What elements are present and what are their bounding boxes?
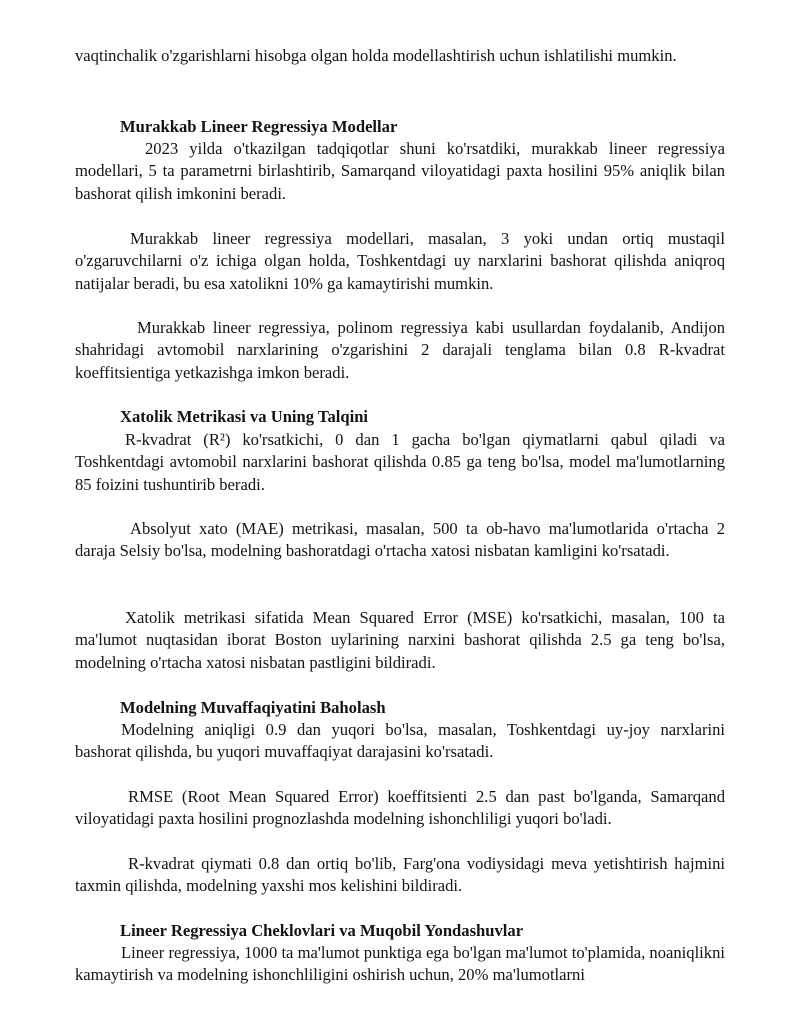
section-heading-muvaffaqiyat: Modelning Muvaffaqiyatini Baholash bbox=[120, 698, 386, 717]
paragraph: R-kvadrat (R²) ko'rsatkichi, 0 dan 1 gacha bo'lgan qiymatlarni qabul qiladi va Toshkentdagi avtomobil narxlarini bashorat qilishda 0.85 ga teng bo'lsa, model ma'lumotlarning 85 foizini tushuntirib beradi. bbox=[75, 430, 725, 494]
paragraph: Absolyut xato (MAE) metrikasi, masalan, 500 ta ob-havo ma'lumotlarida o'rtacha 2 daraja Selsiy bo'lsa, modelning bashoratdagi o'rtacha xatosi nisbatan kamligini ko'rsatadi. bbox=[75, 519, 725, 561]
continuation-paragraph: vaqtinchalik o'zgarishlarni hisobga olgan holda modellashtirish uchun ishlatilishi mumkin. bbox=[75, 46, 677, 65]
section-heading-murakkab: Murakkab Lineer Regressiya Modellar bbox=[120, 117, 398, 136]
paragraph: 2023 yilda o'tkazilgan tadqiqotlar shuni ko'rsatdiki, murakkab lineer regressiya modellari, 5 ta parametrni birlashtirib, Samarqand viloyatidagi paxta hosilini 95% aniqlik bilan bashorat qilish imkonini beradi. bbox=[75, 139, 725, 203]
section-heading-xatolik: Xatolik Metrikasi va Uning Talqini bbox=[120, 407, 369, 426]
paragraph: Lineer regressiya, 1000 ta ma'lumot punktiga ega bo'lgan ma'lumot to'plamida, noaniqlikni kamaytirish va modelning ishonchliligini oshirish uchun, 20% ma'lumotlarni bbox=[75, 943, 725, 985]
paragraph: R-kvadrat qiymati 0.8 dan ortiq bo'lib, Farg'ona vodiysidagi meva yetishtirish hajmini taxmin qilishda, modelning yaxshi mos kelishini bildiradi. bbox=[75, 854, 725, 896]
paragraph: Murakkab lineer regressiya, polinom regressiya kabi usullardan foydalanib, Andijon shahridagi avtomobil narxlarining o'zgarishini 2 darajali tenglama bilan 0.8 R-kvadrat koeffitsientiga yetkazishga imkon beradi. bbox=[75, 318, 725, 382]
section-heading-cheklovlar: Lineer Regressiya Cheklovlari va Muqobil Yondashuvlar bbox=[120, 921, 524, 940]
paragraph: Modelning aniqligi 0.9 dan yuqori bo'lsa, masalan, Toshkentdagi uy-joy narxlarini bashorat qilishda, bu yuqori muvaffaqiyat darajasini ko'rsatadi. bbox=[75, 720, 725, 762]
paragraph: Xatolik metrikasi sifatida Mean Squared Error (MSE) ko'rsatkichi, masalan, 100 ta ma'lumot nuqtasidan iborat Boston uylarining narxini bashorat qilishda 2.5 ga teng bo'lsa, modelning o'rtacha xatosi nisbatan pastligini bildiradi. bbox=[75, 608, 725, 672]
paragraph: RMSE (Root Mean Squared Error) koeffitsienti 2.5 dan past bo'lganda, Samarqand viloyatidagi paxta hosilini prognozlashda modelning ishonchliligi yuqori bo'ladi. bbox=[75, 787, 725, 829]
paragraph: Murakkab lineer regressiya modellari, masalan, 3 yoki undan ortiq mustaqil o'zgaruvchilarni o'z ichiga olgan holda, Toshkentdagi uy narxlarini bashorat qilishda aniqroq natijalar beradi, bu esa xatolikni 10% ga kamaytirishi mumkin. bbox=[75, 229, 725, 293]
